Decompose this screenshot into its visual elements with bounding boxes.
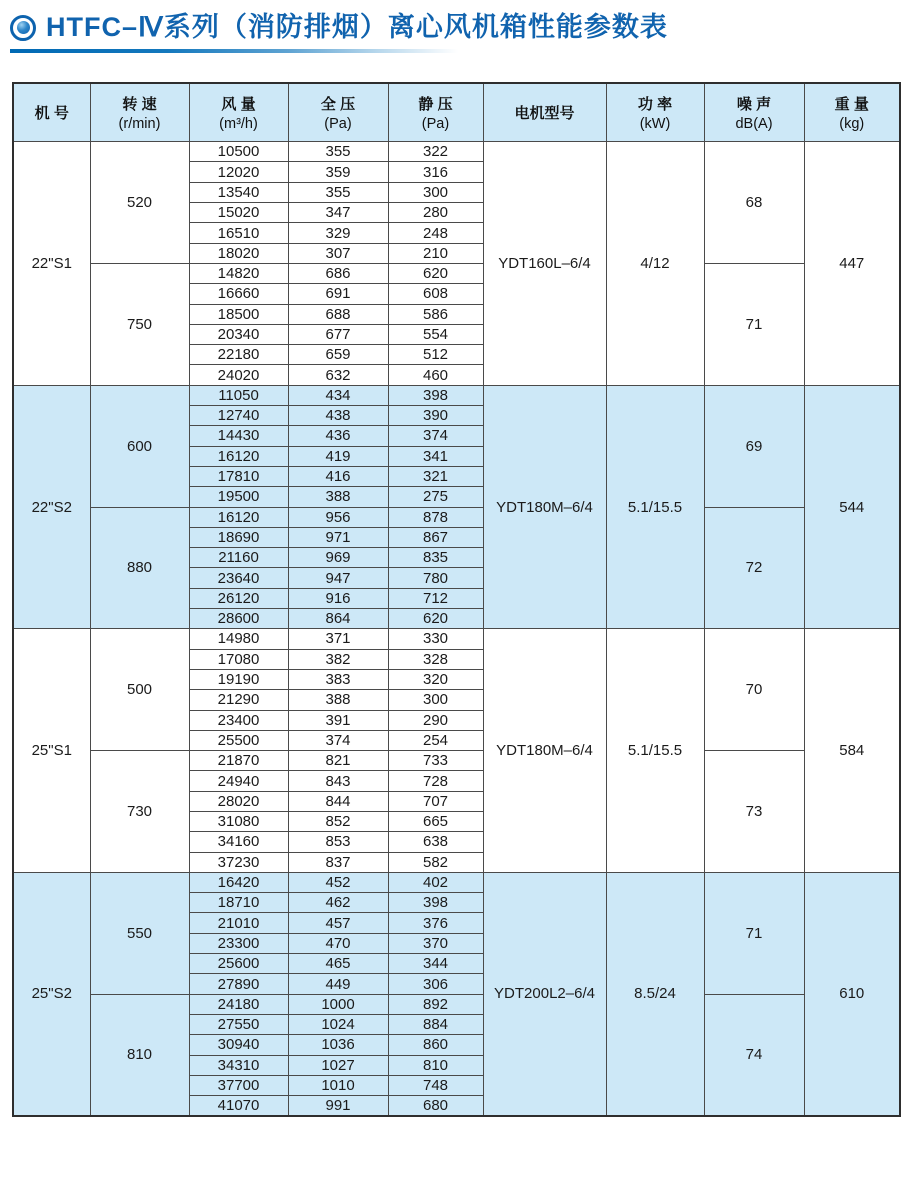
airflow-cell: 34310 xyxy=(189,1055,288,1075)
airflow-cell: 25500 xyxy=(189,730,288,750)
total-pressure-cell: 452 xyxy=(288,872,388,892)
bullseye-icon xyxy=(10,15,36,41)
total-pressure-cell: 382 xyxy=(288,649,388,669)
noise-cell: 69 xyxy=(704,385,804,507)
table-header-row xyxy=(13,83,900,142)
model-cell: 25"S2 xyxy=(13,872,90,1116)
airflow-cell: 30940 xyxy=(189,1035,288,1055)
noise-cell: 71 xyxy=(704,872,804,994)
total-pressure-cell: 677 xyxy=(288,324,388,344)
static-pressure-cell: 586 xyxy=(388,304,483,324)
airflow-cell: 22180 xyxy=(189,345,288,365)
speed-cell: 500 xyxy=(90,629,189,751)
col-header-model xyxy=(13,83,90,142)
total-pressure-cell: 837 xyxy=(288,852,388,872)
static-pressure-cell: 306 xyxy=(388,974,483,994)
airflow-cell: 19500 xyxy=(189,487,288,507)
airflow-cell: 21870 xyxy=(189,751,288,771)
total-pressure-cell: 864 xyxy=(288,609,388,629)
speed-cell: 880 xyxy=(90,507,189,629)
performance-table xyxy=(12,82,901,1117)
speed-cell: 810 xyxy=(90,994,189,1116)
static-pressure-cell: 620 xyxy=(388,263,483,283)
total-pressure-cell: 374 xyxy=(288,730,388,750)
total-pressure-cell: 462 xyxy=(288,893,388,913)
static-pressure-cell: 320 xyxy=(388,669,483,689)
airflow-cell: 16120 xyxy=(189,507,288,527)
total-pressure-cell: 419 xyxy=(288,446,388,466)
total-pressure-cell: 388 xyxy=(288,487,388,507)
airflow-cell: 26120 xyxy=(189,588,288,608)
col-header-speed xyxy=(90,83,189,142)
speed-cell: 750 xyxy=(90,263,189,385)
airflow-cell: 41070 xyxy=(189,1096,288,1116)
total-pressure-cell: 691 xyxy=(288,284,388,304)
airflow-cell: 28020 xyxy=(189,791,288,811)
power-cell: 8.5/24 xyxy=(606,872,704,1116)
airflow-cell: 23400 xyxy=(189,710,288,730)
airflow-cell: 21290 xyxy=(189,690,288,710)
airflow-cell: 17810 xyxy=(189,466,288,486)
total-pressure-cell: 916 xyxy=(288,588,388,608)
static-pressure-cell: 275 xyxy=(388,487,483,507)
total-pressure-cell: 1024 xyxy=(288,1014,388,1034)
total-pressure-cell: 1010 xyxy=(288,1075,388,1095)
airflow-cell: 19190 xyxy=(189,669,288,689)
header-label: 功 率 xyxy=(637,95,673,113)
col-header-weight xyxy=(804,83,900,142)
static-pressure-cell: 665 xyxy=(388,811,483,831)
static-pressure-cell: 248 xyxy=(388,223,483,243)
speed-cell: 550 xyxy=(90,872,189,994)
static-pressure-cell: 733 xyxy=(388,751,483,771)
weight-cell: 584 xyxy=(804,629,900,873)
noise-cell: 70 xyxy=(704,629,804,751)
airflow-cell: 21010 xyxy=(189,913,288,933)
noise-cell: 74 xyxy=(704,994,804,1116)
total-pressure-cell: 688 xyxy=(288,304,388,324)
static-pressure-cell: 878 xyxy=(388,507,483,527)
total-pressure-cell: 686 xyxy=(288,263,388,283)
total-pressure-cell: 956 xyxy=(288,507,388,527)
airflow-cell: 28600 xyxy=(189,609,288,629)
total-pressure-cell: 391 xyxy=(288,710,388,730)
static-pressure-cell: 554 xyxy=(388,324,483,344)
total-pressure-cell: 470 xyxy=(288,933,388,953)
table-row xyxy=(13,994,900,1014)
col-header-total-pressure xyxy=(288,83,388,142)
speed-cell: 520 xyxy=(90,142,189,264)
table-row xyxy=(13,385,900,405)
total-pressure-cell: 371 xyxy=(288,629,388,649)
page-title: HTFC–Ⅳ系列（消防排烟）离心风机箱性能参数表 xyxy=(46,12,668,42)
weight-cell: 610 xyxy=(804,872,900,1116)
power-cell: 5.1/15.5 xyxy=(606,629,704,873)
total-pressure-cell: 388 xyxy=(288,690,388,710)
static-pressure-cell: 280 xyxy=(388,203,483,223)
static-pressure-cell: 712 xyxy=(388,588,483,608)
airflow-cell: 15020 xyxy=(189,203,288,223)
airflow-cell: 23300 xyxy=(189,933,288,953)
static-pressure-cell: 316 xyxy=(388,162,483,182)
static-pressure-cell: 892 xyxy=(388,994,483,1014)
airflow-cell: 37700 xyxy=(189,1075,288,1095)
airflow-cell: 14430 xyxy=(189,426,288,446)
airflow-cell: 10500 xyxy=(189,142,288,162)
airflow-cell: 18020 xyxy=(189,243,288,263)
header-label: 电机型号 xyxy=(514,104,575,122)
static-pressure-cell: 374 xyxy=(388,426,483,446)
static-pressure-cell: 300 xyxy=(388,182,483,202)
airflow-cell: 20340 xyxy=(189,324,288,344)
static-pressure-cell: 402 xyxy=(388,872,483,892)
airflow-cell: 34160 xyxy=(189,832,288,852)
airflow-cell: 17080 xyxy=(189,649,288,669)
static-pressure-cell: 341 xyxy=(388,446,483,466)
total-pressure-cell: 307 xyxy=(288,243,388,263)
static-pressure-cell: 322 xyxy=(388,142,483,162)
table-body xyxy=(13,142,900,1116)
airflow-cell: 18690 xyxy=(189,527,288,547)
total-pressure-cell: 1036 xyxy=(288,1035,388,1055)
total-pressure-cell: 355 xyxy=(288,142,388,162)
airflow-cell: 24940 xyxy=(189,771,288,791)
total-pressure-cell: 436 xyxy=(288,426,388,446)
header-unit: (kg) xyxy=(839,115,865,132)
static-pressure-cell: 390 xyxy=(388,406,483,426)
total-pressure-cell: 359 xyxy=(288,162,388,182)
noise-cell: 72 xyxy=(704,507,804,629)
table-row xyxy=(13,263,900,283)
static-pressure-cell: 398 xyxy=(388,385,483,405)
total-pressure-cell: 843 xyxy=(288,771,388,791)
static-pressure-cell: 210 xyxy=(388,243,483,263)
header-unit: (kW) xyxy=(639,115,671,132)
weight-cell: 447 xyxy=(804,142,900,386)
static-pressure-cell: 810 xyxy=(388,1055,483,1075)
static-pressure-cell: 780 xyxy=(388,568,483,588)
header-unit: (Pa) xyxy=(324,115,352,132)
airflow-cell: 16120 xyxy=(189,446,288,466)
static-pressure-cell: 370 xyxy=(388,933,483,953)
airflow-cell: 16420 xyxy=(189,872,288,892)
title-underline-rule xyxy=(10,49,458,53)
total-pressure-cell: 465 xyxy=(288,954,388,974)
total-pressure-cell: 844 xyxy=(288,791,388,811)
table-row xyxy=(13,629,900,649)
header-unit: dB(A) xyxy=(735,115,773,132)
total-pressure-cell: 853 xyxy=(288,832,388,852)
model-cell: 22"S2 xyxy=(13,385,90,629)
header-unit: (Pa) xyxy=(421,115,450,132)
col-header-noise xyxy=(704,83,804,142)
table-row xyxy=(13,507,900,527)
airflow-cell: 16660 xyxy=(189,284,288,304)
header-label: 静 压 xyxy=(418,95,453,113)
model-cell: 25"S1 xyxy=(13,629,90,873)
airflow-cell: 25600 xyxy=(189,954,288,974)
total-pressure-cell: 449 xyxy=(288,974,388,994)
static-pressure-cell: 254 xyxy=(388,730,483,750)
total-pressure-cell: 852 xyxy=(288,811,388,831)
col-header-motor-model xyxy=(483,83,606,142)
static-pressure-cell: 620 xyxy=(388,609,483,629)
noise-cell: 73 xyxy=(704,751,804,873)
total-pressure-cell: 457 xyxy=(288,913,388,933)
header-label: 机 号 xyxy=(34,104,69,122)
header-label: 全 压 xyxy=(320,95,356,113)
header-unit: (r/min) xyxy=(118,115,161,132)
static-pressure-cell: 300 xyxy=(388,690,483,710)
static-pressure-cell: 835 xyxy=(388,548,483,568)
total-pressure-cell: 991 xyxy=(288,1096,388,1116)
airflow-cell: 31080 xyxy=(189,811,288,831)
static-pressure-cell: 328 xyxy=(388,649,483,669)
total-pressure-cell: 416 xyxy=(288,466,388,486)
header-label: 噪 声 xyxy=(736,95,772,113)
total-pressure-cell: 947 xyxy=(288,568,388,588)
page-header xyxy=(0,0,910,53)
airflow-cell: 21160 xyxy=(189,548,288,568)
airflow-cell: 18500 xyxy=(189,304,288,324)
motor-model-cell: YDT180M–6/4 xyxy=(483,629,606,873)
col-header-power xyxy=(606,83,704,142)
static-pressure-cell: 884 xyxy=(388,1014,483,1034)
static-pressure-cell: 748 xyxy=(388,1075,483,1095)
airflow-cell: 11050 xyxy=(189,385,288,405)
speed-cell: 600 xyxy=(90,385,189,507)
airflow-cell: 24180 xyxy=(189,994,288,1014)
noise-cell: 71 xyxy=(704,263,804,385)
static-pressure-cell: 638 xyxy=(388,832,483,852)
total-pressure-cell: 1000 xyxy=(288,994,388,1014)
airflow-cell: 14820 xyxy=(189,263,288,283)
airflow-cell: 27550 xyxy=(189,1014,288,1034)
total-pressure-cell: 632 xyxy=(288,365,388,385)
header-label: 风 量 xyxy=(221,95,256,113)
motor-model-cell: YDT160L–6/4 xyxy=(483,142,606,386)
total-pressure-cell: 383 xyxy=(288,669,388,689)
static-pressure-cell: 330 xyxy=(388,629,483,649)
table-row xyxy=(13,751,900,771)
total-pressure-cell: 821 xyxy=(288,751,388,771)
static-pressure-cell: 460 xyxy=(388,365,483,385)
total-pressure-cell: 659 xyxy=(288,345,388,365)
airflow-cell: 14980 xyxy=(189,629,288,649)
speed-cell: 730 xyxy=(90,751,189,873)
static-pressure-cell: 728 xyxy=(388,771,483,791)
noise-cell: 68 xyxy=(704,142,804,264)
static-pressure-cell: 512 xyxy=(388,345,483,365)
static-pressure-cell: 321 xyxy=(388,466,483,486)
airflow-cell: 12740 xyxy=(189,406,288,426)
airflow-cell: 16510 xyxy=(189,223,288,243)
static-pressure-cell: 707 xyxy=(388,791,483,811)
table-row xyxy=(13,872,900,892)
weight-cell: 544 xyxy=(804,385,900,629)
total-pressure-cell: 434 xyxy=(288,385,388,405)
airflow-cell: 18710 xyxy=(189,893,288,913)
total-pressure-cell: 971 xyxy=(288,527,388,547)
airflow-cell: 12020 xyxy=(189,162,288,182)
motor-model-cell: YDT180M–6/4 xyxy=(483,385,606,629)
motor-model-cell: YDT200L2–6/4 xyxy=(483,872,606,1116)
header-label: 转 速 xyxy=(122,95,157,113)
total-pressure-cell: 1027 xyxy=(288,1055,388,1075)
airflow-cell: 37230 xyxy=(189,852,288,872)
power-cell: 5.1/15.5 xyxy=(606,385,704,629)
airflow-cell: 27890 xyxy=(189,974,288,994)
airflow-cell: 24020 xyxy=(189,365,288,385)
static-pressure-cell: 582 xyxy=(388,852,483,872)
header-unit: (m³/h) xyxy=(219,115,258,132)
col-header-static-pressure xyxy=(388,83,483,142)
static-pressure-cell: 680 xyxy=(388,1096,483,1116)
header-label: 重 量 xyxy=(834,95,869,113)
total-pressure-cell: 329 xyxy=(288,223,388,243)
static-pressure-cell: 860 xyxy=(388,1035,483,1055)
static-pressure-cell: 344 xyxy=(388,954,483,974)
airflow-cell: 23640 xyxy=(189,568,288,588)
col-header-airflow xyxy=(189,83,288,142)
static-pressure-cell: 290 xyxy=(388,710,483,730)
static-pressure-cell: 398 xyxy=(388,893,483,913)
table-row xyxy=(13,142,900,162)
model-cell: 22"S1 xyxy=(13,142,90,386)
airflow-cell: 13540 xyxy=(189,182,288,202)
bullseye-icon-center xyxy=(17,21,30,34)
power-cell: 4/12 xyxy=(606,142,704,386)
static-pressure-cell: 376 xyxy=(388,913,483,933)
total-pressure-cell: 355 xyxy=(288,182,388,202)
static-pressure-cell: 867 xyxy=(388,527,483,547)
total-pressure-cell: 438 xyxy=(288,406,388,426)
static-pressure-cell: 608 xyxy=(388,284,483,304)
total-pressure-cell: 969 xyxy=(288,548,388,568)
total-pressure-cell: 347 xyxy=(288,203,388,223)
